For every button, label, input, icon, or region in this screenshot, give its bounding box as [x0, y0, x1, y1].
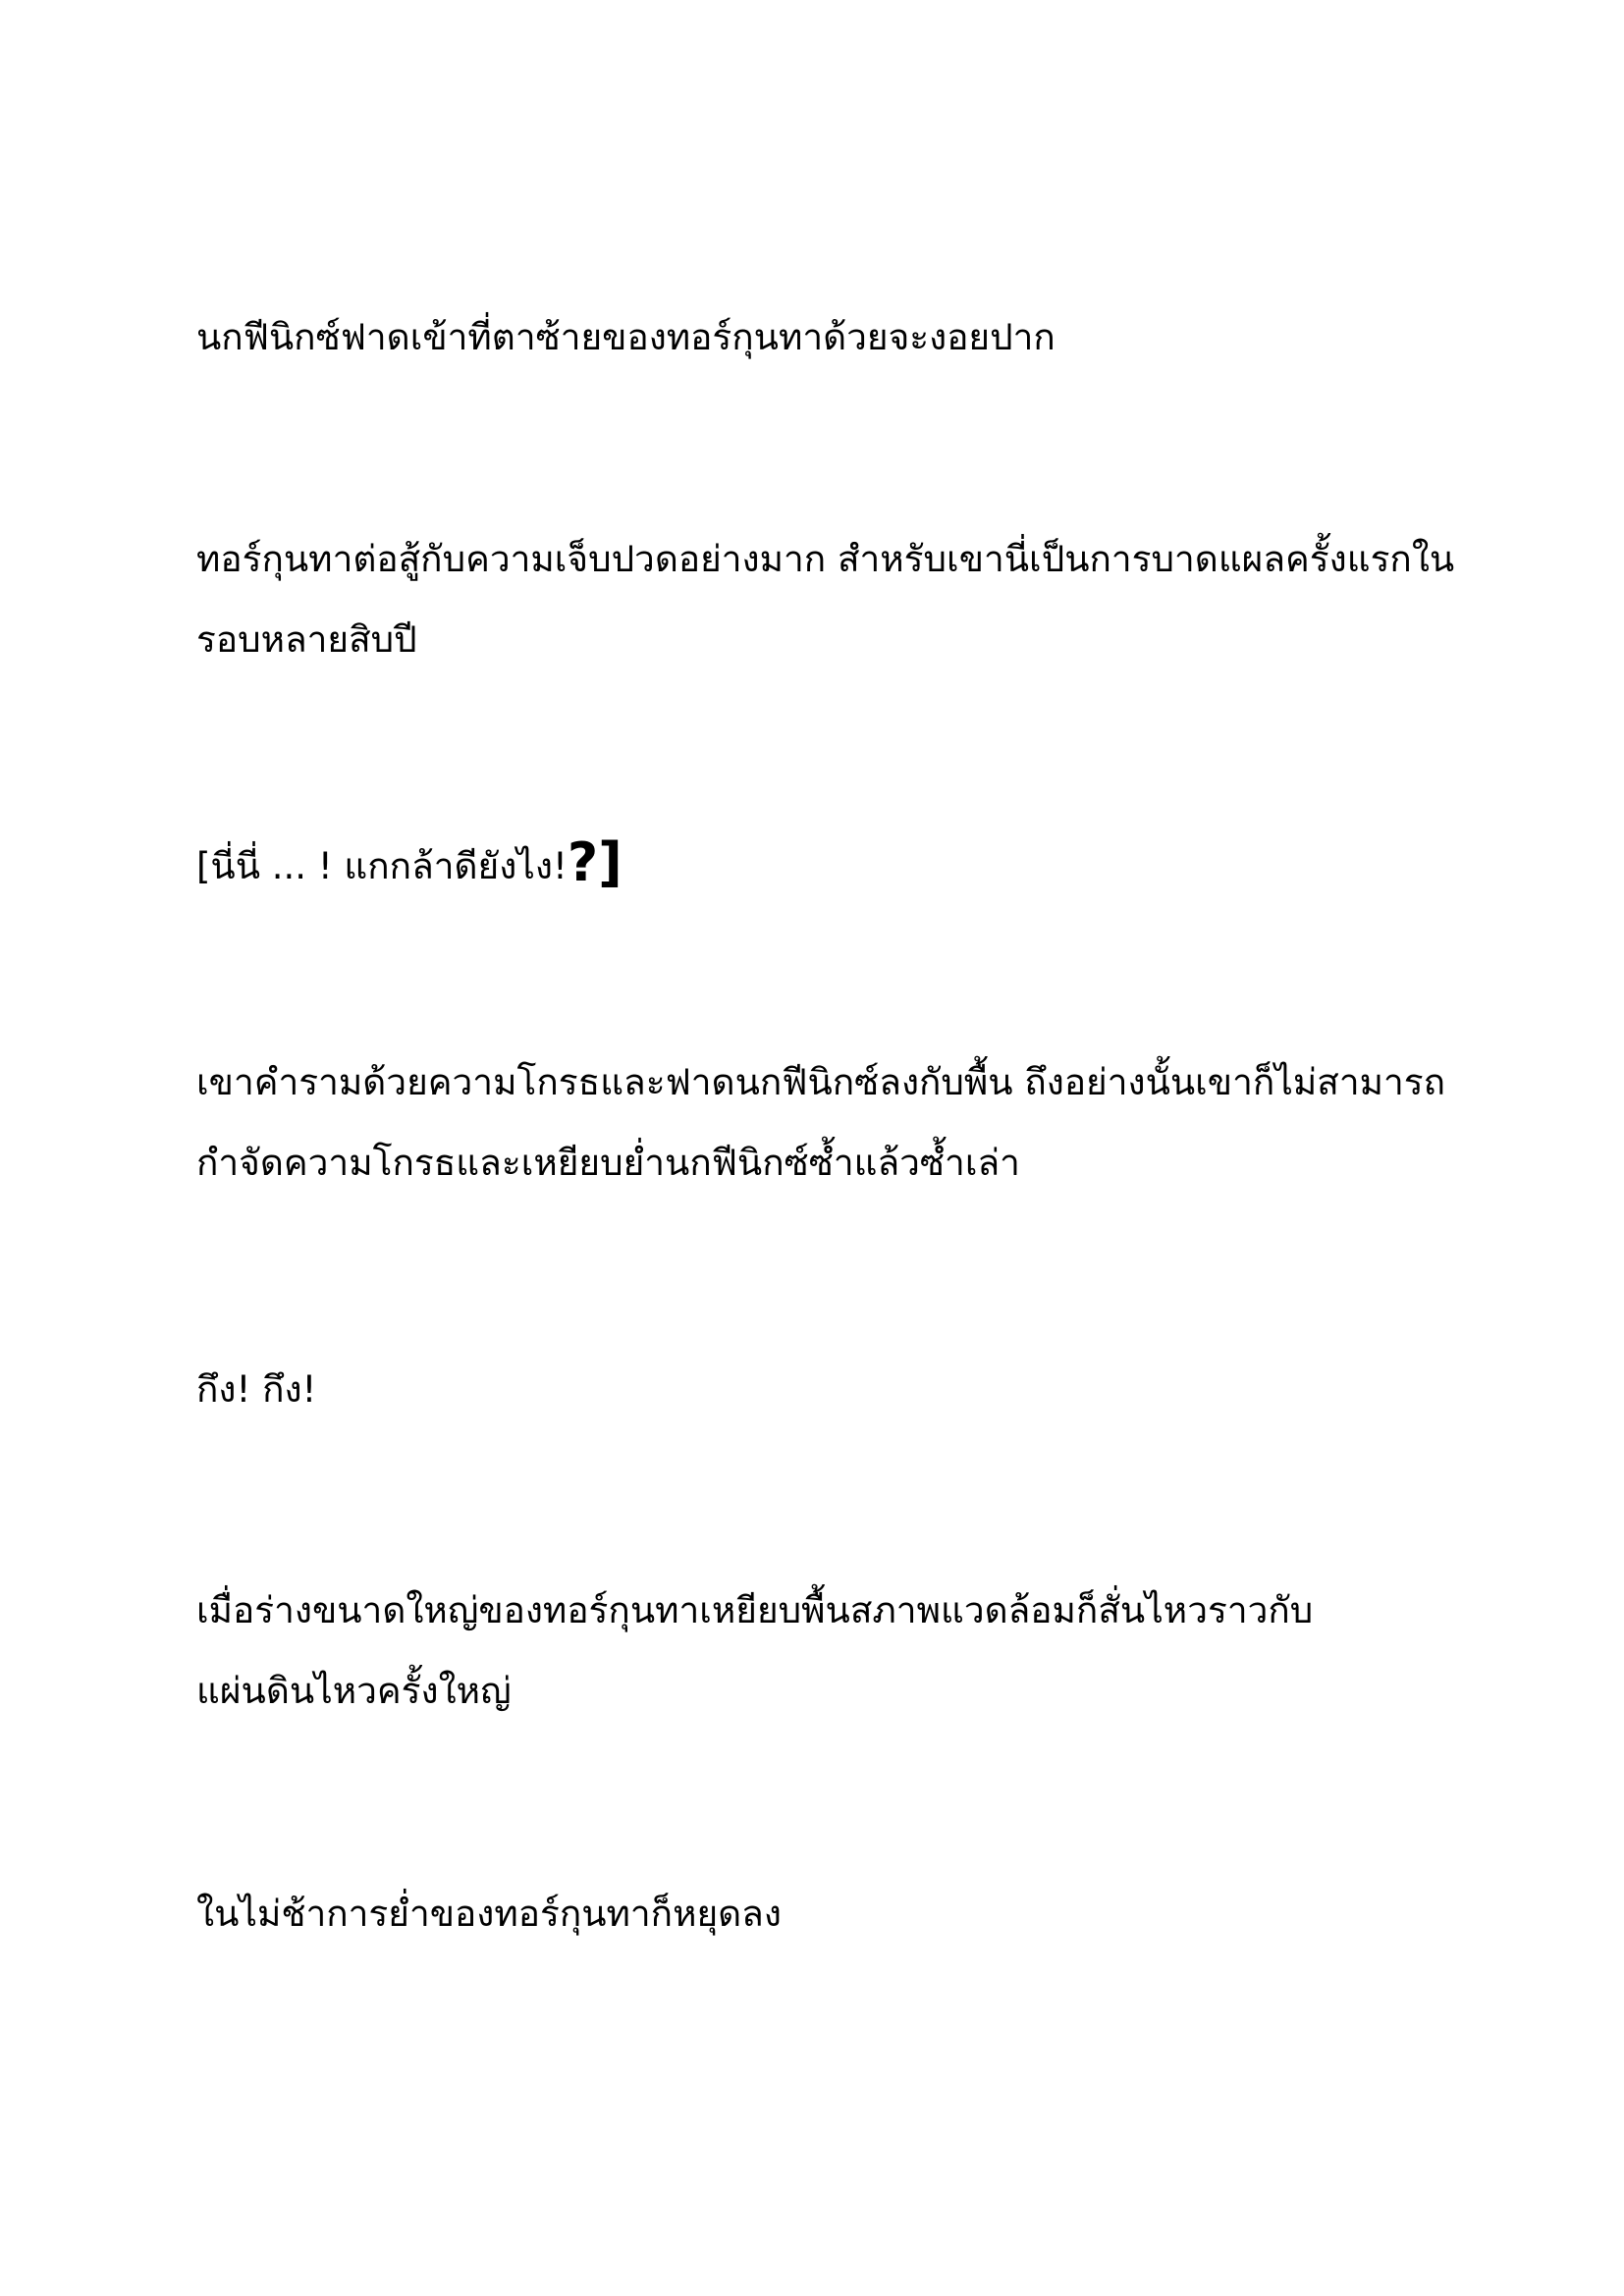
- dialogue-text: [นี่นี่ ... ! แกกล้าดียังไง!: [196, 845, 568, 887]
- paragraph-line: ทอร์กุนทาต่อสู้กับความเจ็บปวดอย่างมาก สำหรับเขานี่เป็นการบาดแผลครั้งแรกใน: [196, 538, 1455, 580]
- paragraph-4: [196, 1042, 1473, 1203]
- paragraph-5-sound-effect: [196, 1350, 1473, 1430]
- paragraph-line: ในไม่ช้าการย่ำของทอร์กุนทาก็หยุดลง: [196, 1893, 782, 1935]
- paragraph-line: กึง! กึง!: [196, 1368, 317, 1411]
- dialogue-closing-mark: ?]: [567, 831, 623, 893]
- paragraph-line: แผ่นดินไหวครั้งใหญ่: [196, 1670, 512, 1712]
- paragraph-7: [196, 1874, 1473, 1954]
- paragraph-3-dialogue: [196, 823, 1473, 907]
- paragraph-line: รอบหลายสิบปี: [196, 618, 417, 661]
- paragraph-2: [196, 519, 1473, 680]
- paragraph-line: เมื่อร่างขนาดใหญ่ของทอร์กุนทาเหยียบพื้นสภาพแวดล้อมก็สั่นไหวราวกับ: [196, 1589, 1314, 1631]
- paragraph-line: เขาคำรามด้วยความโกรธและฟาดนกฟีนิกซ์ลงกับพื้น ถึงอย่างนั้นเขาก็ไม่สามารถ: [196, 1061, 1446, 1103]
- paragraph-6: [196, 1571, 1473, 1732]
- paragraph-line: นกฟีนิกซ์ฟาดเข้าที่ตาซ้ายของทอร์กุนทาด้วยจะงอยปาก: [196, 316, 1056, 358]
- paragraph-1: [196, 297, 1473, 378]
- paragraph-line: กำจัดความโกรธและเหยียบย่ำนกฟีนิกซ์ซ้ำแล้วซ้ำเล่า: [196, 1142, 1020, 1184]
